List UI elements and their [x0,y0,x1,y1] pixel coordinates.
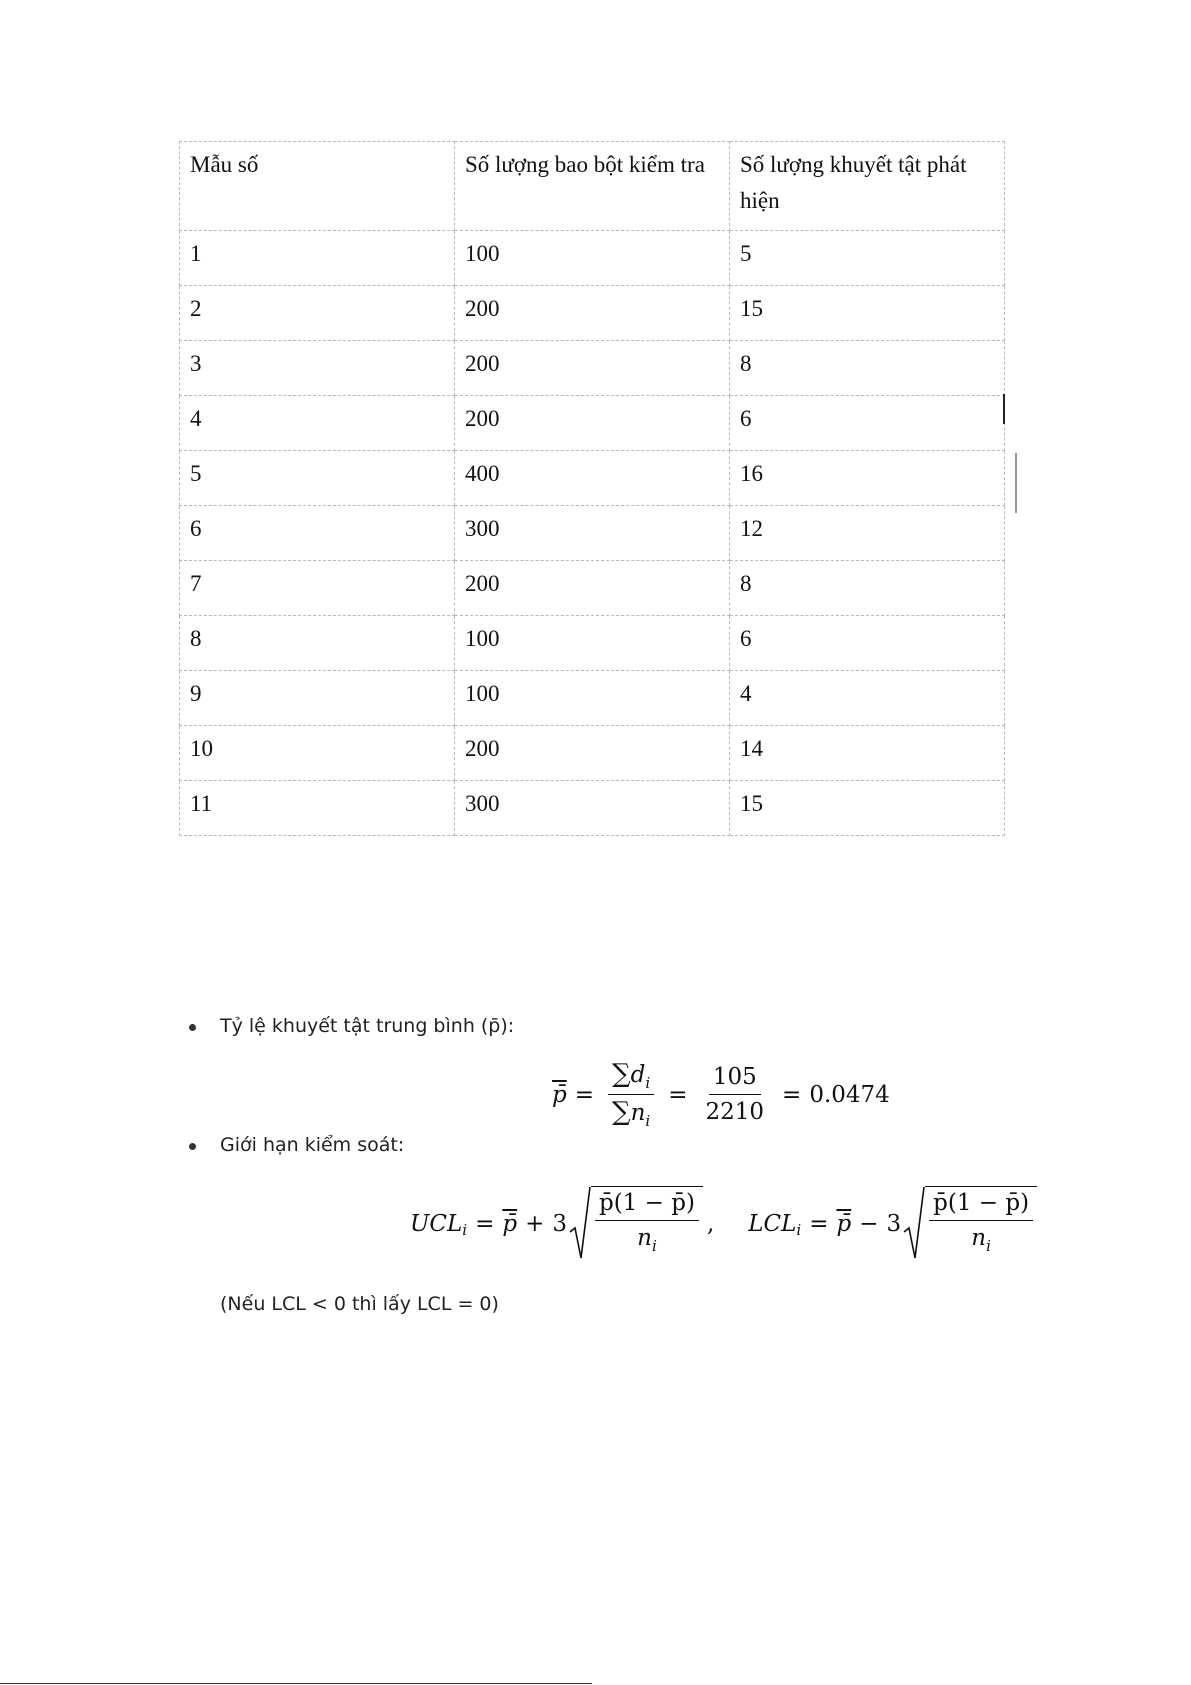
table-cell: 6 [180,506,455,561]
table-row [180,781,1005,836]
table-row [180,561,1005,616]
table-row [180,616,1005,671]
denominator-2210: 2210 [705,1099,765,1125]
result-value: 0.0474 [809,1081,890,1108]
table-cell: 8 [730,341,1005,396]
lcl-subscript: i [796,1221,802,1239]
table-cell: 6 [730,396,1005,451]
table-cell: 100 [455,616,730,671]
table-cell: 4 [730,671,1005,726]
column-header: Số lượng khuyết tật phát hiện [730,142,1005,231]
table-cell: 300 [455,781,730,836]
table-cell: 9 [180,671,455,726]
table-cell: 16 [730,451,1005,506]
defects-table [179,141,1005,836]
table-cell: 6 [730,616,1005,671]
control-limits-formula: UCL i = p̄ + 3 $\frac{p̄(1 - p̄)}{n_i}$ , LCL i = p̄ − 3 $\frac{p̄(1 - p̄)}{n_i}$ [410,1186,1037,1262]
table-row [180,726,1005,781]
table-cell: 300 [455,506,730,561]
ucl-sqrt [569,1186,703,1262]
column-header: Mẫu số [180,142,455,231]
table-cell: 2 [180,286,455,341]
ucl-k: 3 [552,1211,568,1237]
table-cell: 200 [455,341,730,396]
ucl-numerator: p̄(1 − p̄) [595,1189,699,1221]
table-row [180,396,1005,451]
bullet-dot [189,1143,196,1150]
lcl-name: LCL [748,1211,797,1237]
table-cell: 3 [180,341,455,396]
table-row [180,671,1005,726]
control-limits-label: Giới hạn kiểm soát: [220,1134,405,1156]
lcl-k: 3 [886,1211,902,1237]
scrollbar-mark[interactable] [1015,453,1017,513]
lcl-sign: − [859,1211,879,1237]
table-row [180,506,1005,561]
lcl-note: (Nếu LCL < 0 thì lấy LCL = 0) [220,1293,499,1315]
table-cell: 15 [730,781,1005,836]
table-cell: 5 [180,451,455,506]
table-cell: 200 [455,396,730,451]
table-row [180,341,1005,396]
bullet-dot [189,1024,196,1031]
p-bar-symbol: p̄ [552,1081,567,1108]
ucl-subscript: i [462,1221,468,1239]
ucl-sign: + [525,1211,545,1237]
average-defect-rate-label: Tỷ lệ khuyết tật trung bình (p̄): [220,1015,515,1037]
lcl-numerator: p̄(1 − p̄) [929,1189,1033,1221]
table-cell: 8 [180,616,455,671]
sum-symbol-num: ∑ [612,1059,631,1089]
table-cell: 400 [455,451,730,506]
table-cell: 12 [730,506,1005,561]
average-defect-rate-formula: p̄ = $\frac{\sum d_i}{\sum n_i}$ = $\frac{105}{2210}$ = 0.0474 [552,1059,890,1130]
table-body [180,142,1005,836]
table-cell: 14 [730,726,1005,781]
table-row [180,451,1005,506]
lcl-p-bar: p̄ [836,1211,852,1237]
text-cursor-mark [1003,394,1005,424]
table-row [180,286,1005,341]
numerator-105: 105 [709,1063,761,1095]
table-row [180,231,1005,286]
table-cell: 200 [455,561,730,616]
table-cell: 100 [455,671,730,726]
ucl-den-sub: i [651,1237,657,1255]
footer-rule [0,1683,592,1684]
table-cell: 10 [180,726,455,781]
lcl-den-var: n [971,1225,987,1251]
lcl-den-sub: i [986,1237,991,1255]
table-header-row [180,142,1005,231]
table-cell: 7 [180,561,455,616]
n-subscript: i [645,1112,651,1130]
table-cell: 11 [180,781,455,836]
ucl-name: UCL [410,1211,463,1237]
n-variable: n [630,1100,646,1126]
ucl-p-bar: p̄ [502,1211,518,1237]
table-cell: 5 [730,231,1005,286]
table-cell: 100 [455,231,730,286]
lcl-sqrt [903,1186,1037,1262]
table-cell: 1 [180,231,455,286]
table-cell: 4 [180,396,455,451]
d-subscript: i [645,1074,651,1092]
sum-fraction [608,1060,654,1129]
table-cell: 8 [730,561,1005,616]
ucl-den-var: n [637,1225,652,1251]
sum-symbol-den: ∑ [612,1097,631,1127]
table-cell: 15 [730,286,1005,341]
value-fraction [702,1063,769,1126]
d-variable: d [630,1062,646,1088]
table-cell: 200 [455,726,730,781]
column-header: Số lượng bao bột kiểm tra [455,142,730,231]
table-cell: 200 [455,286,730,341]
